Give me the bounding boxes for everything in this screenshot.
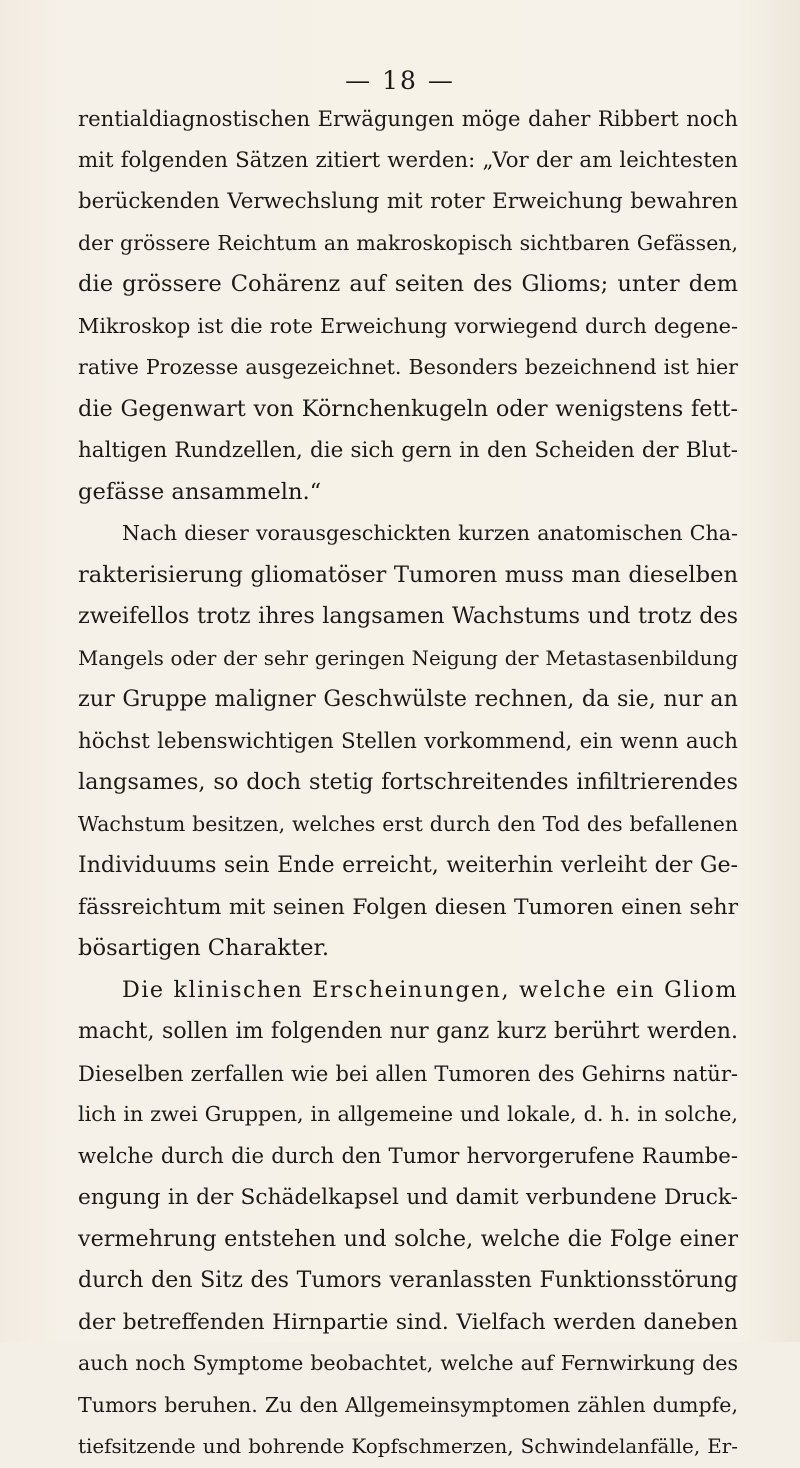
text-line: Mangels oder der sehr geringen Neigung der Metastasenbildung: [78, 646, 738, 670]
text-line: haltigen Rundzellen, die sich gern in den Scheiden der Blut-: [78, 438, 738, 463]
body-text: [78, 98, 738, 1468]
text-line: macht, sollen im folgenden nur ganz kurz berührt werden.: [78, 1019, 738, 1044]
text-line: Mikroskop ist die rote Erweichung vorwiegend durch degene-: [78, 313, 738, 338]
text-line: langsames, so doch stetig fortschreitendes infiltrierendes: [78, 769, 738, 795]
text-line: rative Prozesse ausgezeichnet. Besonders bezeichnend ist hier: [78, 355, 738, 379]
text-line: der grössere Reichtum an makroskopisch sichtbaren Gefässen,: [78, 230, 738, 255]
paragraph-start-line: Die klinischen Erscheinungen, welche ein Gliom: [122, 976, 738, 1003]
text-line: zur Gruppe maligner Geschwülste rechnen, da sie, nur an: [78, 686, 738, 712]
text-line: mit folgenden Sätzen zitiert werden: „Vor der am leichtesten: [78, 147, 738, 173]
text-line: welche durch die durch den Tumor hervorgerufene Raumbe-: [78, 1143, 738, 1169]
page-number: — 18 —: [345, 66, 455, 95]
text-line: berückenden Verwechslung mit roter Erweichung bewahren: [78, 189, 738, 214]
text-line: vermehrung entstehen und solche, welche die Folge einer: [78, 1225, 738, 1252]
text-line: tiefsitzende und bohrende Kopfschmerzen, Schwindelanfälle, Er-: [78, 1435, 738, 1458]
text-line: durch den Sitz des Tumors veranlassten Funktionsstörung: [78, 1267, 738, 1293]
text-line: auch noch Symptome beobachtet, welche auf Fernwirkung des: [78, 1351, 738, 1375]
text-line: die Gegenwart von Körnchenkugeln oder wenigstens fett-: [78, 395, 738, 422]
text-line: Wachstum besitzen, welches erst durch den Tod des befallenen: [78, 811, 738, 836]
text-line: rentialdiagnostischen Erwägungen möge daher Ribbert noch: [78, 106, 738, 131]
text-line: bösartigen Charakter.: [78, 935, 330, 961]
text-line: die grössere Cohärenz auf seiten des Glioms; unter dem: [78, 271, 738, 297]
text-line: fässreichtum mit seinen Folgen diesen Tumoren einen sehr: [78, 894, 738, 920]
text-line: Individuums sein Ende erreicht, weiterhin verleiht der Ge-: [78, 853, 738, 878]
text-line: rakterisierung gliomatöser Tumoren muss man dieselben: [78, 561, 738, 588]
text-line: gefässe ansammeln.“: [78, 478, 322, 505]
text-line: Dieselben zerfallen wie bei allen Tumoren des Gehirns natür-: [78, 1060, 738, 1086]
text-line: Tumors beruhen. Zu den Allgemeinsymptomen zählen dumpfe,: [78, 1392, 738, 1417]
text-line: lich in zwei Gruppen, in allgemeine und lokale, d. h. in solche,: [78, 1102, 738, 1126]
text-line: höchst lebenswichtigen Stellen vorkommend, ein wenn auch: [78, 728, 738, 754]
paragraph-start-line: Nach dieser vorausgeschickten kurzen anatomischen Cha-: [122, 521, 738, 545]
text-line: zweifellos trotz ihres langsamen Wachstums und trotz des: [78, 603, 738, 629]
text-line: engung in der Schädelkapsel und damit verbundene Druck-: [78, 1185, 738, 1210]
text-line: der betreffenden Hirnpartie sind. Vielfach werden daneben: [78, 1309, 738, 1335]
